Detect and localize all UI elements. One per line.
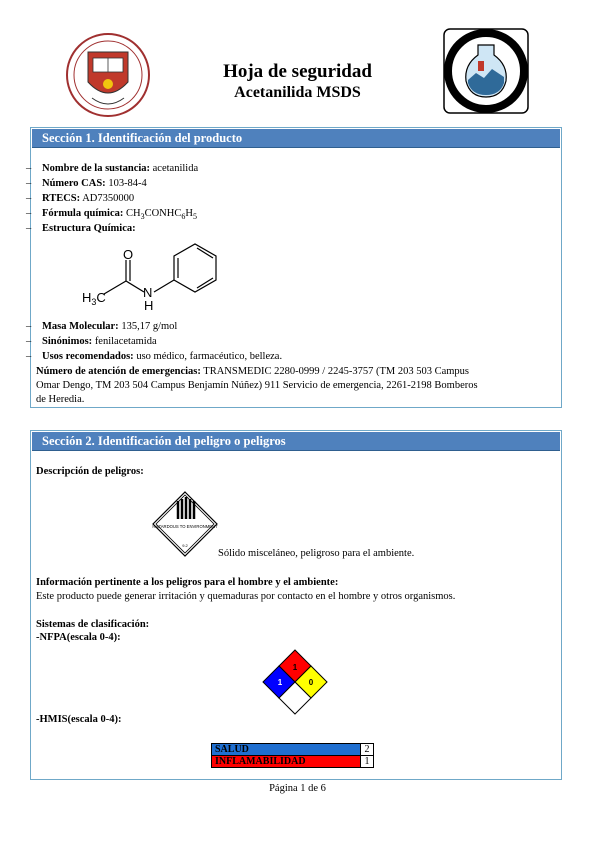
- emergency-label: Número de atención de emergencias:: [36, 366, 201, 377]
- emergency-line-3: de Heredia.: [36, 394, 85, 405]
- document-title: Hoja de seguridad: [223, 61, 372, 82]
- info-text: Este producto puede generar irritación y quemaduras por contacto en el hombre y otros organismos.: [36, 591, 456, 602]
- nitrogen-label: N: [143, 285, 153, 300]
- list-item-name: – Nombre de la sustancia: acetanilida: [26, 163, 199, 174]
- nfpa-diamond: [262, 649, 328, 715]
- emergency-info: [36, 365, 556, 407]
- hmis-health-name: SALUD: [212, 744, 361, 756]
- acetanilide-structure: [78, 236, 228, 312]
- pictogram-caption: Sólido misceláneo, peligroso para el ambiente.: [218, 548, 415, 559]
- list-item-formula: – Fórmula química: $CH_3CONHC_6H_5$: [26, 208, 197, 222]
- list-item-cas: – Número CAS: 103-84-4: [26, 178, 147, 189]
- pictogram-number: 9.2: [182, 543, 188, 548]
- pictogram-label: HAZARDOUS TO ENVIRONMENT: [152, 524, 218, 529]
- environment-hazard-pictogram: [152, 491, 218, 557]
- emergency-line-2: Omar Dengo, TM 203 504 Campus Benjamín Núñez) 911 Servicio de emergencia, 2261-2198 Bomberos: [36, 380, 478, 391]
- document-subtitle: Acetanilida MSDS: [234, 84, 361, 101]
- hydrogen-label: H: [144, 298, 154, 312]
- hmis-flammability-value: 1: [361, 756, 374, 768]
- list-item-structure: – Estructura Química:: [26, 223, 136, 234]
- section-2-box: [30, 430, 562, 780]
- formula-value: $CH_3CONHC_6H_5$: [126, 208, 197, 222]
- hmis-health-value: 2: [361, 744, 374, 756]
- hmis-flammability-name: INFLAMABILIDAD: [212, 756, 361, 768]
- hazard-description-label: Descripción de peligros:: [36, 466, 144, 477]
- nfpa-reactivity-value: 0: [308, 678, 314, 687]
- oxygen-label: O: [123, 247, 134, 262]
- page-number: Página 1 de 6: [269, 783, 326, 794]
- section-2-heading: Sección 2. Identificación del peligro o peligros: [32, 432, 560, 451]
- list-item-rtecs: – RTECS: AD7350000: [26, 193, 135, 204]
- list-item-synonyms: – Sinónimos: fenilacetamida: [26, 336, 157, 347]
- info-label: Información pertinente a los peligros para el hombre y el ambiente:: [36, 577, 339, 588]
- hmis-row-flammability: [212, 756, 374, 768]
- hmis-row-health: [212, 744, 374, 756]
- list-item-uses: – Usos recomendados: uso médico, farmacéutico, belleza.: [26, 351, 283, 362]
- hmis-table: [211, 743, 374, 768]
- hmis-label: -HMIS(escala 0-4):: [36, 714, 122, 725]
- nfpa-flammability-value: 1: [292, 663, 298, 672]
- methyl-label: $H_3C$: [82, 290, 106, 307]
- nfpa-label: -NFPA(escala 0-4):: [36, 632, 121, 643]
- emergency-line-1: TRANSMEDIC 2280-0999 / 2245-3757 (TM 203 503 Campus: [203, 366, 470, 377]
- nfpa-health-value: 1: [277, 678, 283, 687]
- classification-label: Sistemas de clasificación:: [36, 619, 150, 630]
- list-item-mass: – Masa Molecular: 135,17 g/mol: [26, 321, 178, 332]
- section-1-heading: Sección 1. Identificación del producto: [32, 129, 560, 148]
